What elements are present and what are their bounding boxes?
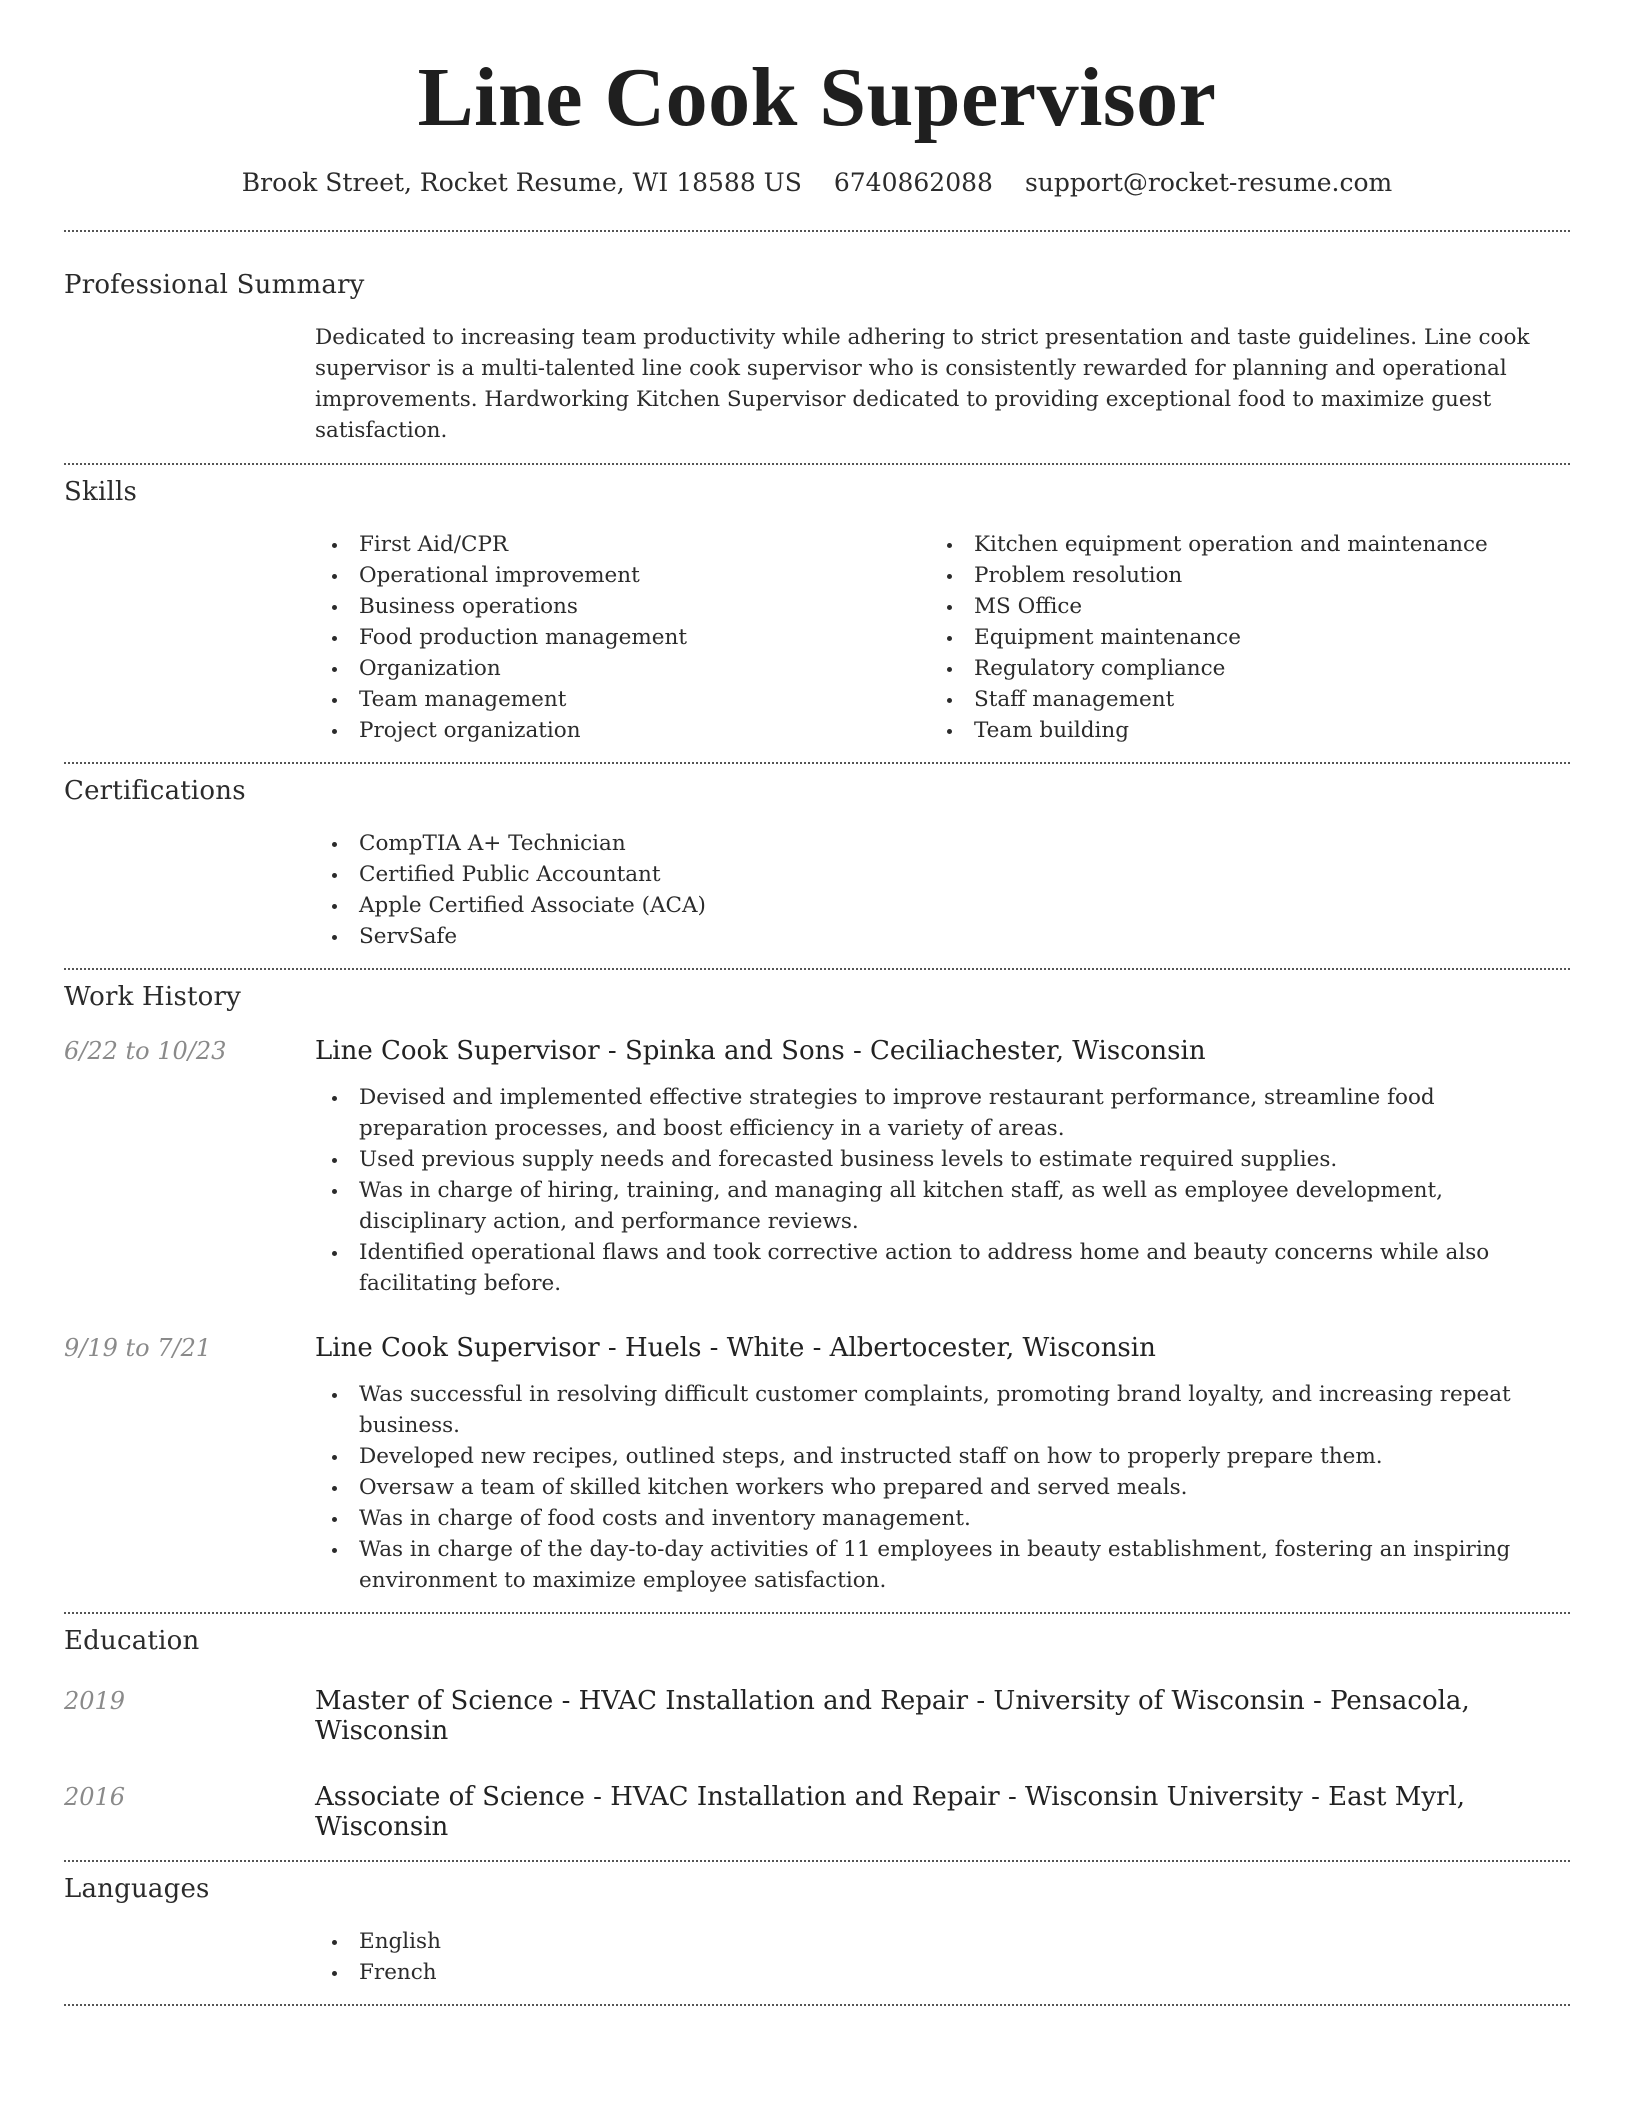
- skills-columns: [315, 529, 1570, 746]
- skills-section: [64, 477, 1570, 746]
- section-title: Skills: [64, 477, 138, 507]
- list-item: Operational improvement: [315, 560, 930, 591]
- education-year: 2019: [64, 1687, 126, 1715]
- contact-email: support@rocket-resume.com: [1024, 168, 1393, 197]
- list-item: French: [315, 1957, 1570, 1988]
- job-heading: Line Cook Supervisor - Spinka and Sons - Ceciliachester, Wisconsin: [315, 1036, 1206, 1066]
- job-dates: 9/19 to 7/21: [64, 1334, 212, 1362]
- list-item: Regulatory compliance: [930, 653, 1545, 684]
- certifications-list: [315, 828, 1570, 952]
- list-item: First Aid/CPR: [315, 529, 930, 560]
- job-heading: Line Cook Supervisor - Huels - White - Albertocester, Wisconsin: [315, 1333, 1156, 1363]
- summary-text: Dedicated to increasing team productivity while adhering to strict presentation and taste guidelines. Line cook supervisor is a multi-talented line cook supervisor who is consistently rewarded for planning and operational improvements. Hardworking Kitchen Supervisor dedicated to providing exceptional food to maximize guest satisfaction.: [315, 325, 1530, 443]
- list-item: Organization: [315, 653, 930, 684]
- divider: [64, 2004, 1570, 2006]
- contact-phone: 6740862088: [833, 168, 993, 197]
- list-item: Was successful in resolving difficult customer complaints, promoting brand loyalty, and increasing repeat business.: [315, 1379, 1570, 1441]
- list-item: Team management: [315, 684, 930, 715]
- list-item: ServSafe: [315, 921, 1570, 952]
- divider: [64, 968, 1570, 970]
- list-item: Team building: [930, 715, 1545, 746]
- divider: [64, 1860, 1570, 1862]
- skills-list-left: [315, 529, 930, 746]
- list-item: Was in charge of hiring, training, and managing all kitchen staff, as well as employee development, disciplinary action, and performance reviews.: [315, 1175, 1570, 1237]
- list-item: Kitchen equipment operation and maintenance: [930, 529, 1545, 560]
- job-bullets: [315, 1379, 1570, 1596]
- job-entry: [64, 1036, 1570, 1299]
- list-item: Staff management: [930, 684, 1545, 715]
- languages-list: [315, 1926, 1570, 1988]
- contact-line: [64, 168, 1570, 197]
- list-item: English: [315, 1926, 1570, 1957]
- list-item: Oversaw a team of skilled kitchen workers who prepared and served meals.: [315, 1472, 1570, 1503]
- section-title: Education: [64, 1626, 200, 1656]
- summary-section: [64, 270, 1570, 446]
- list-item: Was in charge of the day-to-day activities of 11 employees in beauty establishment, fostering an inspiring environment to maximize employee satisfaction.: [315, 1534, 1570, 1596]
- languages-section: [64, 1874, 1570, 1988]
- list-item: Certified Public Accountant: [315, 859, 1570, 890]
- contact-address: Brook Street, Rocket Resume, WI 18588 US: [241, 168, 802, 197]
- list-item: Project organization: [315, 715, 930, 746]
- list-item: CompTIA A+ Technician: [315, 828, 1570, 859]
- resume-name: Line Cook Supervisor: [417, 51, 1217, 144]
- skills-list-right: [930, 529, 1545, 746]
- education-entry: [64, 1686, 1570, 1746]
- divider: [64, 230, 1570, 232]
- section-title: Professional Summary: [64, 270, 365, 300]
- list-item: Used previous supply needs and forecasted business levels to estimate required supplies.: [315, 1144, 1570, 1175]
- divider: [64, 1612, 1570, 1614]
- divider: [64, 463, 1570, 465]
- job-entry: [64, 1333, 1570, 1596]
- list-item: Was in charge of food costs and inventory management.: [315, 1503, 1570, 1534]
- education-year: 2016: [64, 1783, 126, 1811]
- list-item: MS Office: [930, 591, 1545, 622]
- list-item: Food production management: [315, 622, 930, 653]
- list-item: Problem resolution: [930, 560, 1545, 591]
- job-dates: 6/22 to 10/23: [64, 1037, 227, 1065]
- list-item: Developed new recipes, outlined steps, and instructed staff on how to properly prepare them.: [315, 1441, 1570, 1472]
- list-item: Equipment maintenance: [930, 622, 1545, 653]
- education-heading: Associate of Science - HVAC Installation and Repair - Wisconsin University - East Myrl, Wisconsin: [315, 1782, 1466, 1842]
- section-title: Work History: [64, 982, 242, 1012]
- education-heading: Master of Science - HVAC Installation and Repair - University of Wisconsin - Pensacola, Wisconsin: [315, 1686, 1470, 1746]
- list-item: Apple Certified Associate (ACA): [315, 890, 1570, 921]
- list-item: Business operations: [315, 591, 930, 622]
- certifications-section: [64, 776, 1570, 952]
- section-title: Languages: [64, 1874, 210, 1904]
- list-item: Identified operational flaws and took corrective action to address home and beauty concerns while also facilitating before.: [315, 1237, 1570, 1299]
- job-bullets: [315, 1082, 1570, 1299]
- education-entry: [64, 1782, 1570, 1842]
- work-history-section: [64, 982, 1570, 1596]
- education-section: [64, 1626, 1570, 1842]
- list-item: Devised and implemented effective strategies to improve restaurant performance, streamline food preparation processes, and boost efficiency in a variety of areas.: [315, 1082, 1570, 1144]
- divider: [64, 762, 1570, 764]
- section-title: Certifications: [64, 776, 246, 806]
- resume-page: [64, 0, 1570, 2112]
